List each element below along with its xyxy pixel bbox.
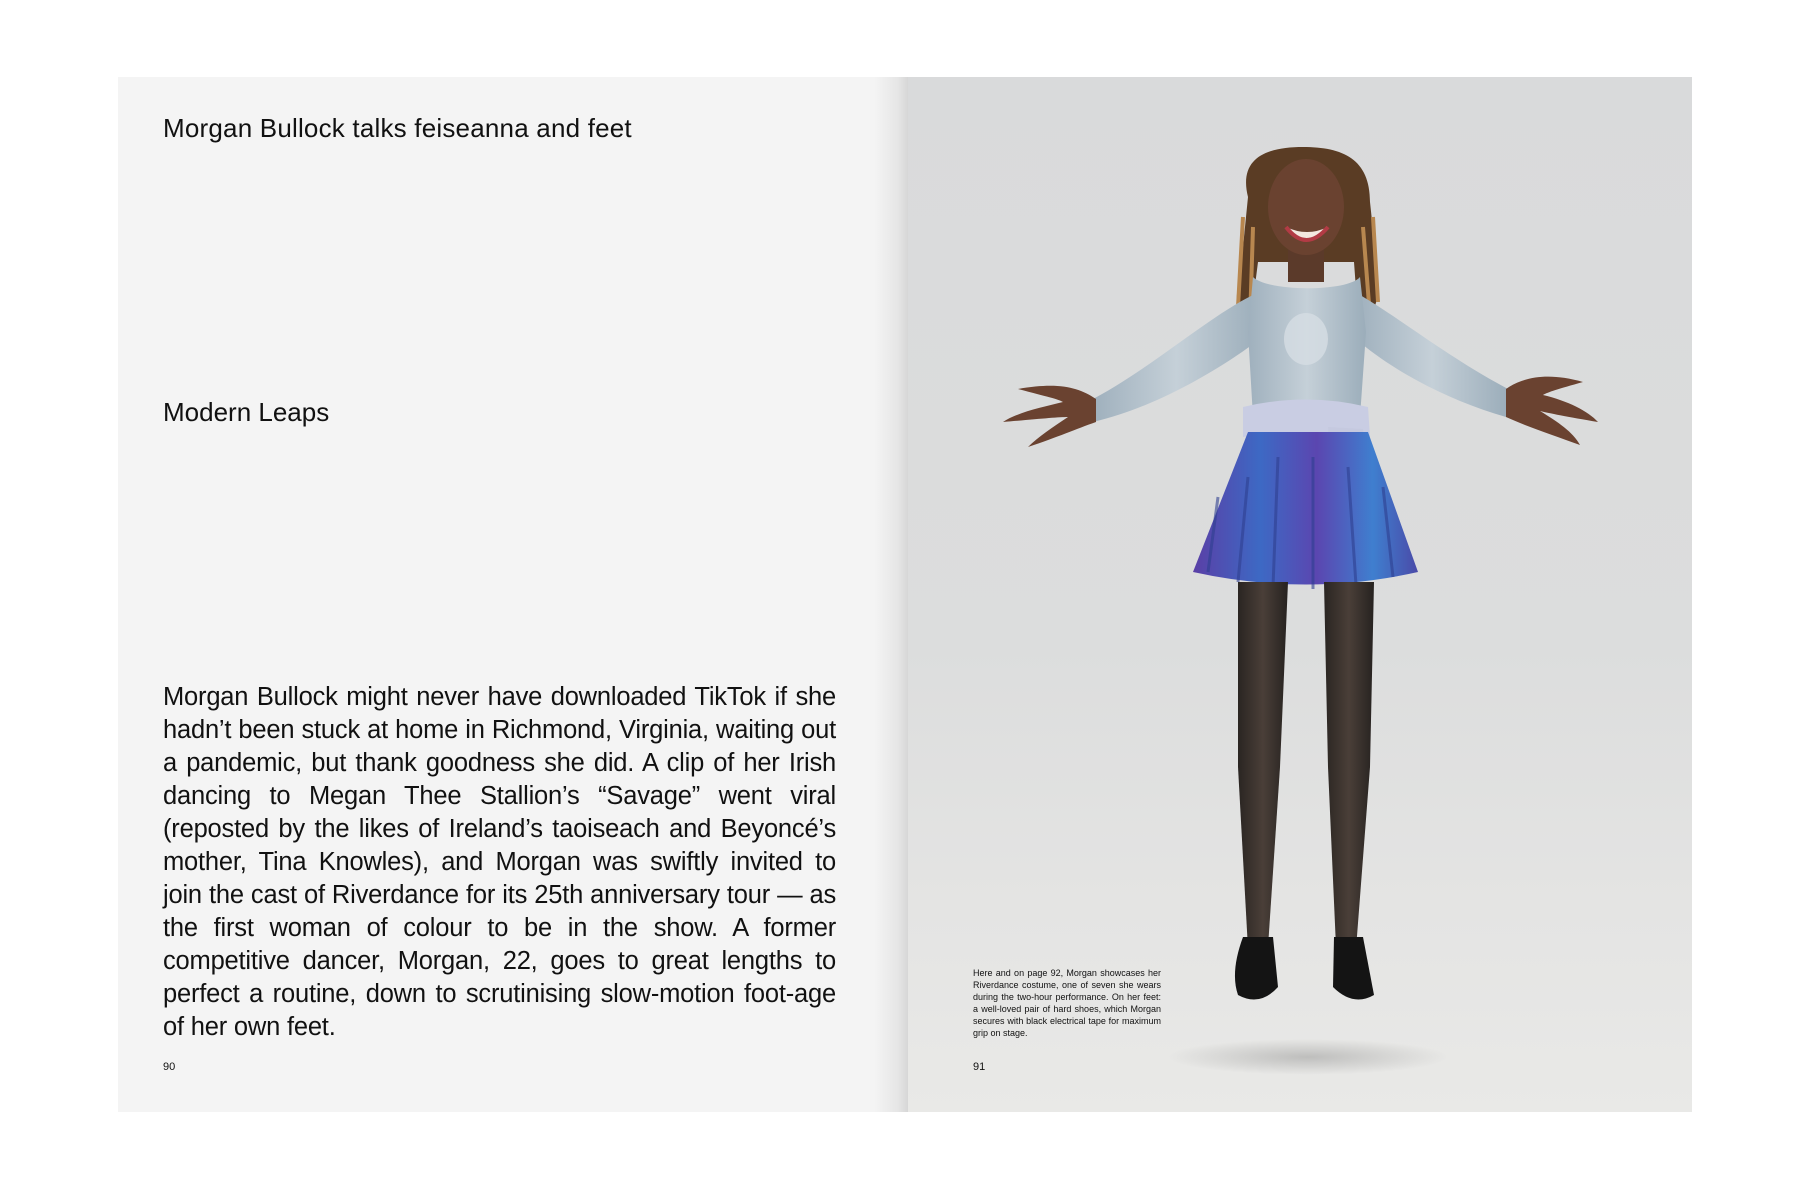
article-kicker: Morgan Bullock talks feiseanna and feet xyxy=(163,113,632,143)
dancer-photo xyxy=(908,77,1692,1112)
article-title: Modern Leaps xyxy=(163,397,330,427)
page-number-left: 90 xyxy=(163,1061,176,1073)
gutter-shadow xyxy=(874,77,908,1112)
page-number-right: 91 xyxy=(973,1061,986,1073)
left-page xyxy=(118,77,908,1112)
article-body: Morgan Bullock might never have downloaded TikTok if she hadn’t been stuck at home in Richmond, Virginia, waiting out a pandemic, but thank goodness she did. A clip of her Irish dancing to Megan Thee Stallion’s “Savage” went viral (reposted by the likes of Ireland’s taoiseach and Beyoncé’s mother, Tina Knowles), and Morgan was swiftly invited to join the cast of Riverdance for its 25th anniversary tour — as the first woman of colour to be in the show. A former competitive dancer, Morgan, 22, goes to great lengths to perfect a routine, down to scrutinising slow-motion foot-age of her own feet. xyxy=(163,683,836,1041)
magazine-spread xyxy=(118,77,1692,1112)
photo-caption: Here and on page 92, Morgan showcases her Riverdance costume, one of seven she wears during the two-hour performance. On her feet: a well-loved pair of hard shoes, which Morgan secures with black electrical tape for maximum grip on stage. xyxy=(973,968,1161,1038)
right-page xyxy=(908,77,1692,1112)
